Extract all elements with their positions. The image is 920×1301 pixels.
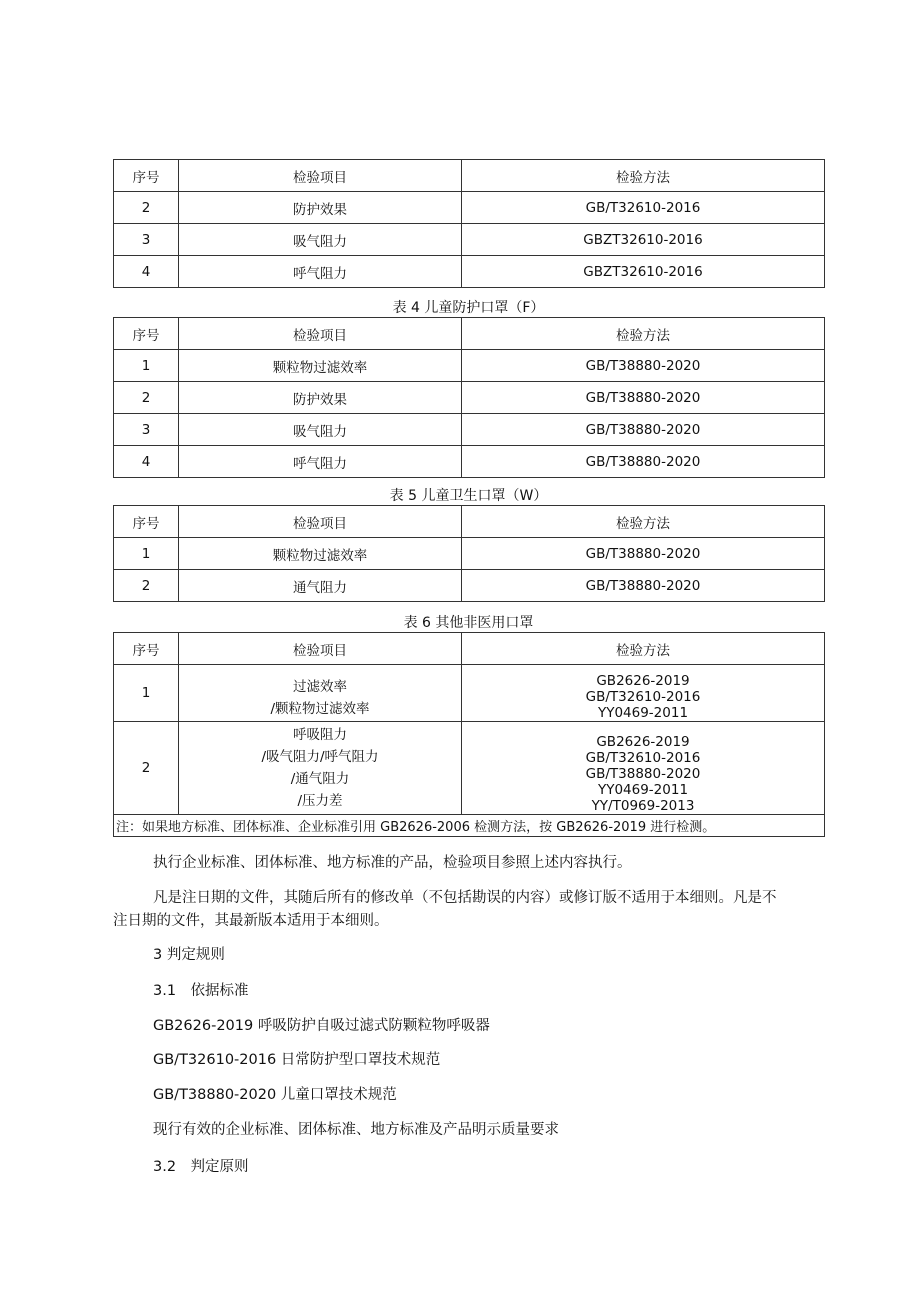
table-4-caption: 表 4 儿童防护口罩（F） bbox=[392, 300, 545, 316]
header-method: 检验方法 bbox=[462, 506, 825, 538]
method-line: YY0469-2011 bbox=[597, 705, 689, 721]
method-line: YY0469-2011 bbox=[597, 782, 689, 798]
header-method: 检验方法 bbox=[462, 633, 825, 665]
item-line: /通气阻力 bbox=[290, 771, 350, 787]
method-line: GB/T32610-2016 bbox=[585, 750, 701, 766]
row-method bbox=[462, 722, 825, 815]
row-no: 1 bbox=[114, 538, 179, 570]
standard-3: GB/T38880-2020 儿童口罩技术规范 bbox=[153, 1087, 397, 1103]
row-no: 4 bbox=[114, 446, 179, 478]
row-item: 防护效果 bbox=[179, 192, 462, 224]
section-3-1-heading: 3.1 依据标准 bbox=[153, 983, 249, 999]
table-row bbox=[114, 256, 825, 288]
header-item: 检验项目 bbox=[179, 160, 462, 192]
row-method: GBZT32610-2016 bbox=[462, 224, 825, 256]
table-5-caption: 表 5 儿童卫生口罩（W） bbox=[389, 488, 548, 504]
table-row bbox=[114, 570, 825, 602]
paragraph-2-line-2: 注日期的文件，其最新版本适用于本细则。 bbox=[113, 913, 389, 929]
row-item: 呼气阻力 bbox=[179, 256, 462, 288]
table-row bbox=[114, 414, 825, 446]
standard-4: 现行有效的企业标准、团体标准、地方标准及产品明示质量要求 bbox=[153, 1122, 559, 1138]
row-item bbox=[179, 665, 462, 722]
table-header bbox=[114, 506, 825, 538]
section-3-2-heading: 3.2 判定原则 bbox=[153, 1159, 249, 1175]
row-no: 2 bbox=[114, 722, 179, 815]
row-no: 3 bbox=[114, 414, 179, 446]
header-item: 检验项目 bbox=[179, 318, 462, 350]
row-no: 2 bbox=[114, 192, 179, 224]
standard-2: GB/T32610-2016 日常防护型口罩技术规范 bbox=[153, 1052, 441, 1068]
table-row bbox=[114, 224, 825, 256]
row-no: 1 bbox=[114, 665, 179, 722]
table-row bbox=[114, 350, 825, 382]
standard-1: GB2626-2019 呼吸防护自吸过滤式防颗粒物呼吸器 bbox=[153, 1018, 490, 1034]
header-no: 序号 bbox=[114, 506, 179, 538]
row-method: GBZT32610-2016 bbox=[462, 256, 825, 288]
table-header bbox=[114, 160, 825, 192]
table-3 bbox=[113, 159, 825, 288]
item-line: 过滤效率 bbox=[293, 679, 347, 695]
row-method: GB/T38880-2020 bbox=[462, 382, 825, 414]
header-item: 检验项目 bbox=[179, 633, 462, 665]
row-no: 2 bbox=[114, 382, 179, 414]
table-row bbox=[114, 382, 825, 414]
header-no: 序号 bbox=[114, 160, 179, 192]
row-method bbox=[462, 665, 825, 722]
row-method: GB/T38880-2020 bbox=[462, 570, 825, 602]
item-line: /压力差 bbox=[297, 793, 343, 809]
method-line: GB/T32610-2016 bbox=[585, 689, 701, 705]
header-no: 序号 bbox=[114, 318, 179, 350]
method-line: GB2626-2019 bbox=[596, 734, 690, 750]
row-no: 4 bbox=[114, 256, 179, 288]
method-line: GB/T38880-2020 bbox=[585, 766, 701, 782]
table-row bbox=[114, 192, 825, 224]
table-note-row bbox=[114, 815, 825, 837]
table-4 bbox=[113, 317, 825, 478]
item-line: 呼吸阻力 bbox=[293, 727, 347, 743]
table-row bbox=[114, 446, 825, 478]
row-item: 吸气阻力 bbox=[179, 224, 462, 256]
row-item: 呼气阻力 bbox=[179, 446, 462, 478]
row-item: 颗粒物过滤效率 bbox=[179, 538, 462, 570]
section-3-heading: 3 判定规则 bbox=[153, 947, 225, 963]
row-method: GB/T32610-2016 bbox=[462, 192, 825, 224]
table-header bbox=[114, 318, 825, 350]
method-line: YY/T0969-2013 bbox=[591, 798, 695, 814]
paragraph-1: 执行企业标准、团体标准、地方标准的产品，检验项目参照上述内容执行。 bbox=[153, 855, 632, 871]
item-line: /吸气阻力/呼气阻力 bbox=[261, 749, 379, 765]
row-item: 吸气阻力 bbox=[179, 414, 462, 446]
header-method: 检验方法 bbox=[462, 160, 825, 192]
header-no: 序号 bbox=[114, 633, 179, 665]
row-method: GB/T38880-2020 bbox=[462, 538, 825, 570]
row-item: 防护效果 bbox=[179, 382, 462, 414]
row-no: 1 bbox=[114, 350, 179, 382]
row-item bbox=[179, 722, 462, 815]
row-method: GB/T38880-2020 bbox=[462, 350, 825, 382]
header-item: 检验项目 bbox=[179, 506, 462, 538]
table-row bbox=[114, 538, 825, 570]
table-row bbox=[114, 665, 825, 722]
table-5 bbox=[113, 505, 825, 602]
table-row bbox=[114, 722, 825, 815]
row-method: GB/T38880-2020 bbox=[462, 414, 825, 446]
item-line: /颗粒物过滤效率 bbox=[270, 701, 370, 717]
paragraph-2-line-1: 凡是注日期的文件，其随后所有的修改单（不包括勘误的内容）或修订版不适用于本细则。凡是不 bbox=[153, 890, 777, 906]
row-method: GB/T38880-2020 bbox=[462, 446, 825, 478]
row-no: 2 bbox=[114, 570, 179, 602]
table-6-caption: 表 6 其他非医用口罩 bbox=[403, 615, 534, 631]
row-item: 通气阻力 bbox=[179, 570, 462, 602]
table-header bbox=[114, 633, 825, 665]
header-method: 检验方法 bbox=[462, 318, 825, 350]
method-line: GB2626-2019 bbox=[596, 673, 690, 689]
row-no: 3 bbox=[114, 224, 179, 256]
table-6 bbox=[113, 632, 825, 837]
table-note: 注：如果地方标准、团体标准、企业标准引用 GB2626-2006 检测方法，按 GB2626-2019 进行检测。 bbox=[114, 815, 825, 837]
row-item: 颗粒物过滤效率 bbox=[179, 350, 462, 382]
